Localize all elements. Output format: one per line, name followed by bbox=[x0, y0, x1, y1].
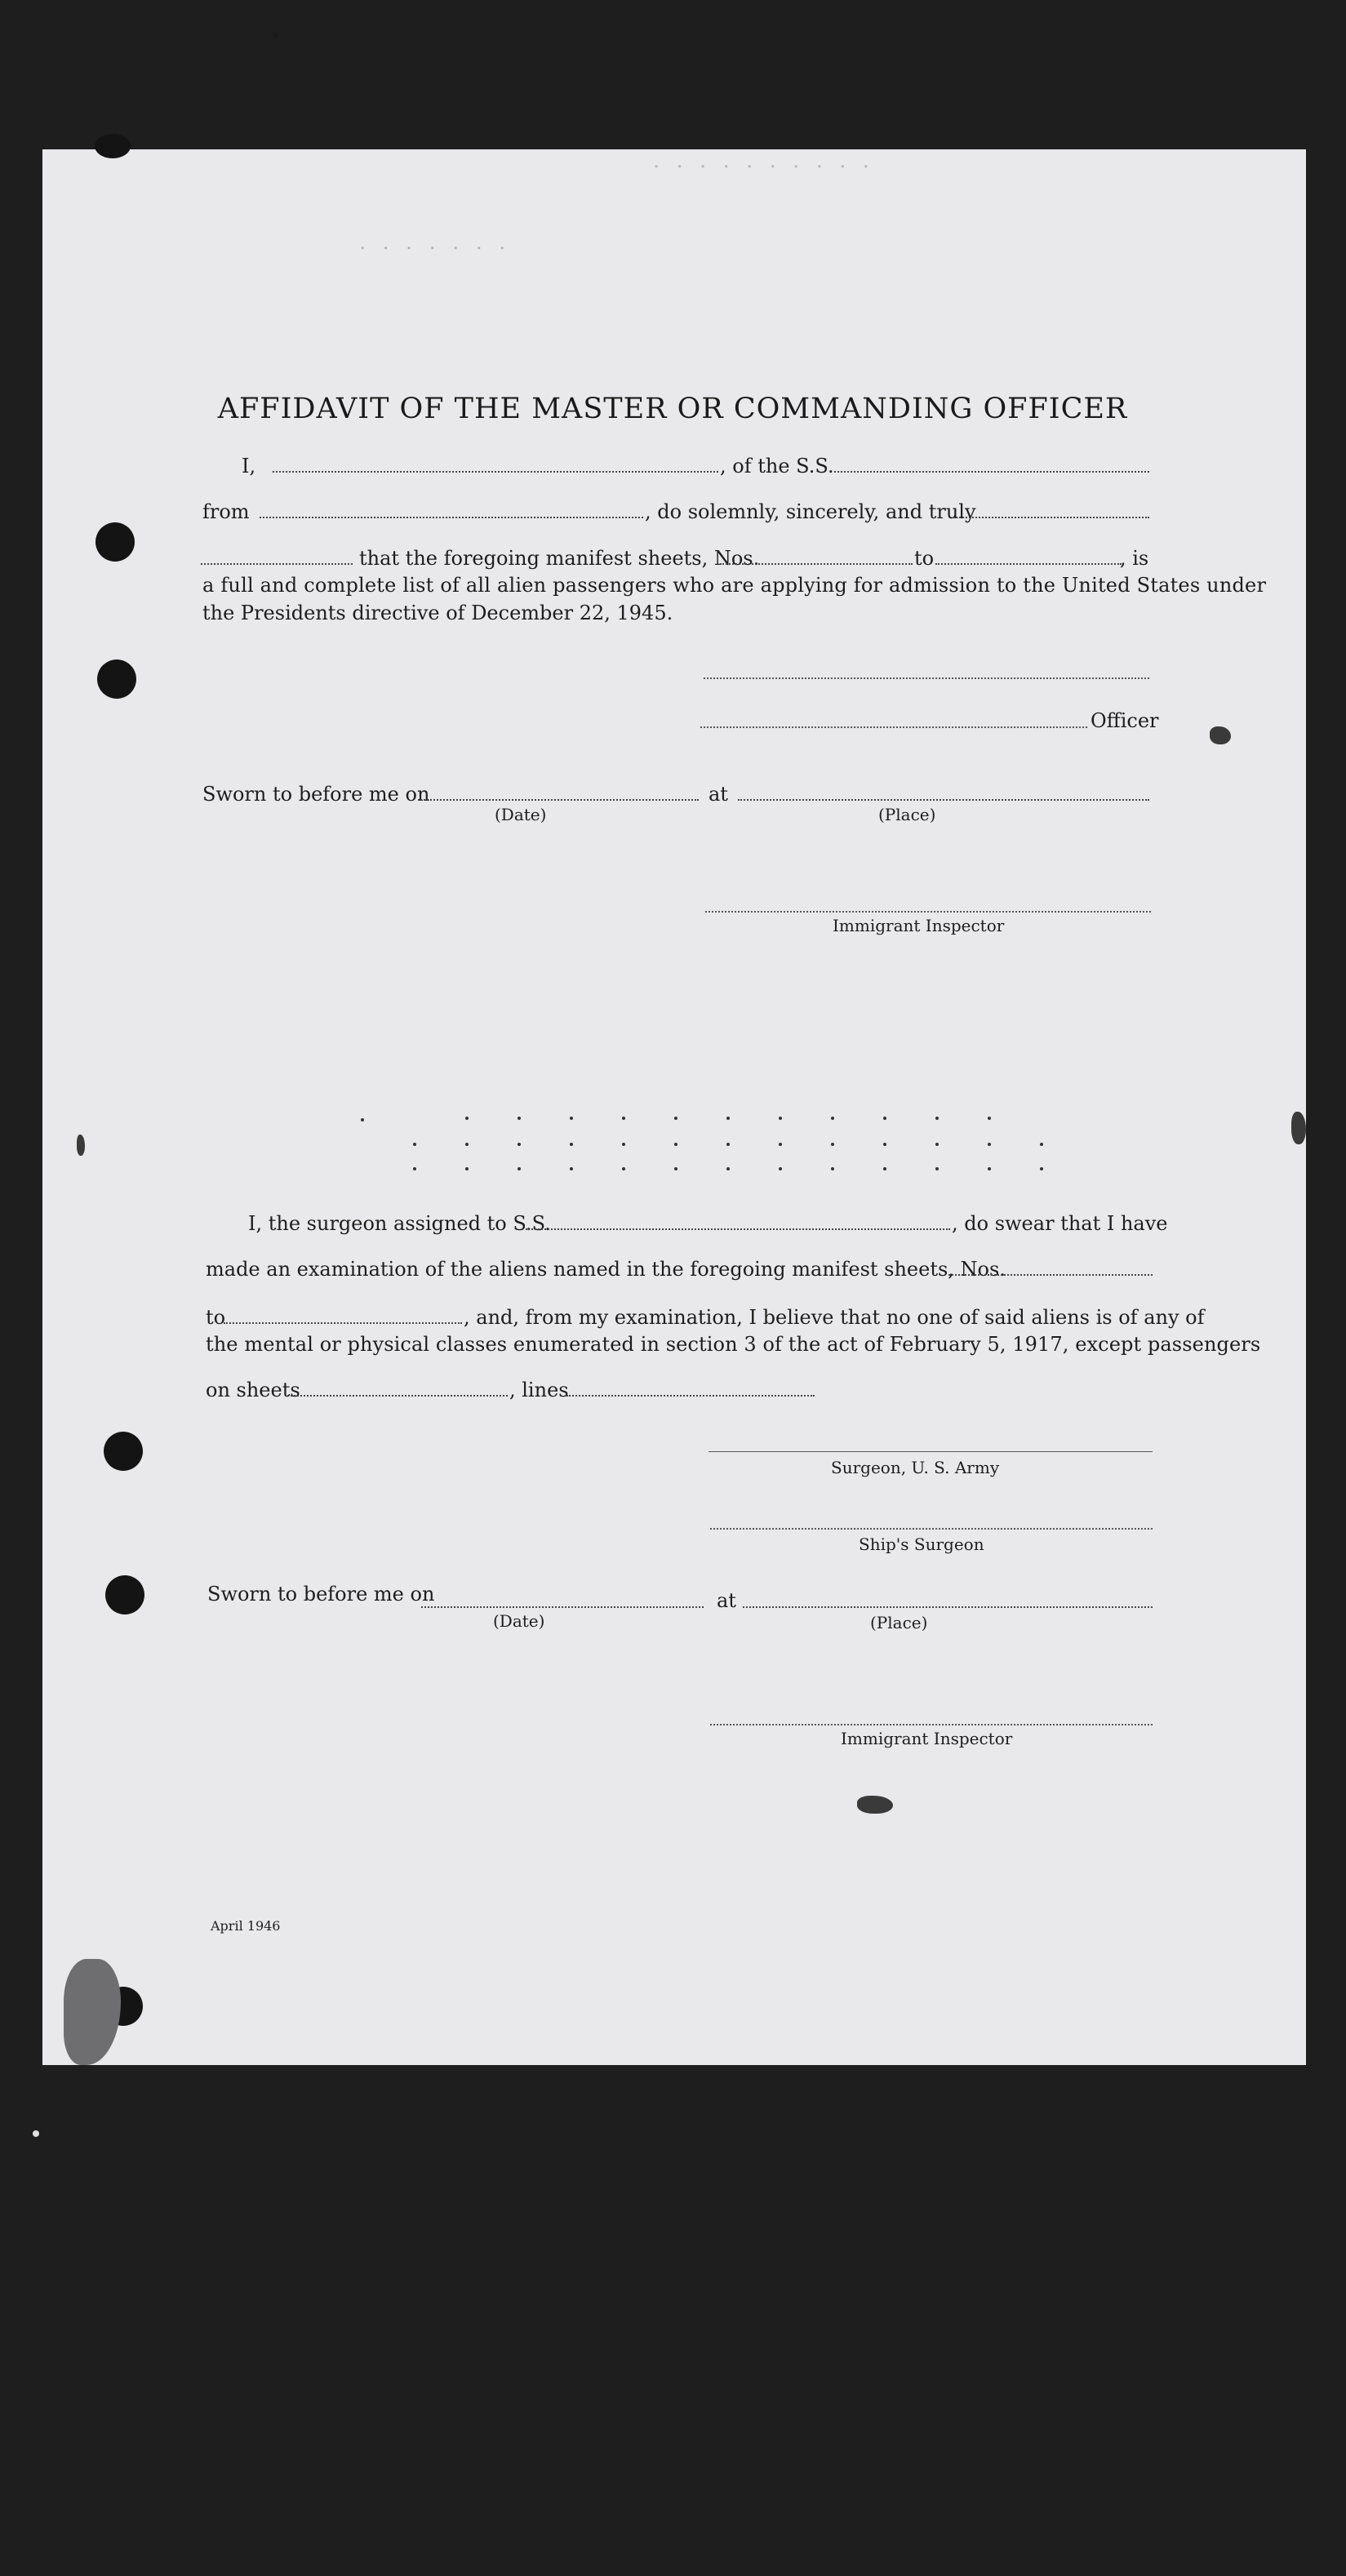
master-inspector-signature-line[interactable] bbox=[705, 911, 1151, 913]
speck bbox=[273, 33, 278, 38]
speck bbox=[33, 2130, 39, 2137]
section-separator bbox=[359, 1113, 1110, 1170]
surgeon-date-caption: (Date) bbox=[493, 1611, 545, 1631]
surgeon-sheets-field[interactable] bbox=[287, 1395, 508, 1397]
surgeon-lines-field[interactable] bbox=[566, 1395, 815, 1397]
master-line-1-prefix: I, bbox=[242, 455, 256, 477]
surgeon-sworn-date-field[interactable] bbox=[421, 1606, 704, 1608]
surgeon-line-1-text: I, the surgeon assigned to S.S. bbox=[248, 1212, 551, 1235]
form-revision-date: April 1946 bbox=[211, 1918, 281, 1934]
surgeon-inspector-signature-line[interactable] bbox=[710, 1724, 1153, 1725]
master-line-1-text: , of the S.S. bbox=[720, 455, 834, 477]
surgeon-place-caption: (Place) bbox=[870, 1613, 928, 1632]
oath-form-field[interactable] bbox=[953, 517, 1149, 518]
master-line-2-prefix: from bbox=[202, 500, 250, 523]
surgeon-inspector-label: Immigrant Inspector bbox=[841, 1729, 1013, 1748]
punch-hole bbox=[104, 1432, 143, 1471]
form-title: AFFIDAVIT OF THE MASTER OR COMMANDING OFFICER bbox=[217, 393, 1128, 426]
punch-hole bbox=[96, 522, 135, 562]
ship-name-field[interactable] bbox=[834, 471, 1149, 473]
surgeon-sheet-from-field[interactable] bbox=[948, 1274, 1153, 1276]
ink-smudge bbox=[857, 1796, 893, 1814]
ink-smudge bbox=[77, 1135, 85, 1156]
bleed-through-text: · · · · · · · bbox=[359, 237, 511, 261]
master-line-2-text: , do solemnly, sincerely, and truly bbox=[645, 500, 976, 523]
master-name-field[interactable] bbox=[273, 471, 718, 473]
master-line-5: the Presidents directive of December 22, 1945. bbox=[202, 602, 673, 624]
declare-field[interactable] bbox=[201, 563, 353, 565]
master-line-4: a full and complete list of all alien passengers who are applying for admission to the United States under bbox=[202, 574, 1267, 597]
master-inspector-label: Immigrant Inspector bbox=[833, 916, 1005, 935]
surgeon-line-3-to: to bbox=[206, 1306, 226, 1329]
surgeon-line-5-prefix: on sheets bbox=[206, 1379, 300, 1401]
punch-hole bbox=[105, 1575, 144, 1614]
surgeon-sworn-at: at bbox=[717, 1589, 736, 1612]
army-surgeon-label: Surgeon, U. S. Army bbox=[831, 1458, 1000, 1477]
surgeon-line-5-lines: , lines bbox=[509, 1379, 569, 1401]
ship-surgeon-label: Ship's Surgeon bbox=[859, 1534, 984, 1554]
surgeon-sworn-text: Sworn to before me on bbox=[207, 1583, 435, 1606]
master-date-caption: (Date) bbox=[495, 805, 547, 824]
surgeon-ship-field[interactable] bbox=[526, 1228, 950, 1230]
punch-hole bbox=[97, 660, 136, 699]
ink-smudge bbox=[1210, 726, 1231, 744]
bleed-through-text: · · · · · · · · · · bbox=[653, 155, 875, 180]
officer-signature-line[interactable] bbox=[700, 726, 1087, 728]
ship-surgeon-signature-line[interactable] bbox=[710, 1528, 1153, 1530]
surgeon-line-1-end: , do swear that I have bbox=[952, 1212, 1168, 1235]
form-page bbox=[42, 149, 1306, 2065]
master-sworn-at: at bbox=[709, 783, 728, 806]
master-signature-line[interactable] bbox=[704, 677, 1149, 679]
master-sworn-text: Sworn to before me on bbox=[202, 783, 430, 806]
surgeon-sworn-place-field[interactable] bbox=[743, 1606, 1153, 1608]
surgeon-sheet-to-field[interactable] bbox=[224, 1322, 462, 1324]
master-line-3-text: that the foregoing manifest sheets, Nos. bbox=[359, 547, 760, 570]
master-place-caption: (Place) bbox=[878, 805, 936, 824]
ink-smudge bbox=[1291, 1112, 1306, 1144]
master-line-3-end: , is bbox=[1120, 547, 1149, 570]
sheet-from-field[interactable] bbox=[720, 563, 913, 565]
surgeon-line-4: the mental or physical classes enumerated in section 3 of the act of February 5, 1917, except passengers bbox=[206, 1333, 1261, 1356]
surgeon-line-3-text: , and, from my examination, I believe that no one of said aliens is of any of bbox=[464, 1306, 1205, 1329]
officer-label: Officer bbox=[1091, 709, 1159, 732]
army-surgeon-signature-line[interactable] bbox=[709, 1451, 1153, 1452]
port-from-field[interactable] bbox=[260, 517, 643, 518]
master-line-3-to: to bbox=[914, 547, 935, 570]
sheet-to-field[interactable] bbox=[935, 563, 1122, 565]
master-sworn-place-field[interactable] bbox=[738, 799, 1149, 801]
punch-hole bbox=[95, 134, 131, 158]
master-sworn-date-field[interactable] bbox=[418, 799, 699, 801]
surgeon-line-2: made an examination of the aliens named in the foregoing manifest sheets, Nos. bbox=[206, 1258, 1006, 1281]
